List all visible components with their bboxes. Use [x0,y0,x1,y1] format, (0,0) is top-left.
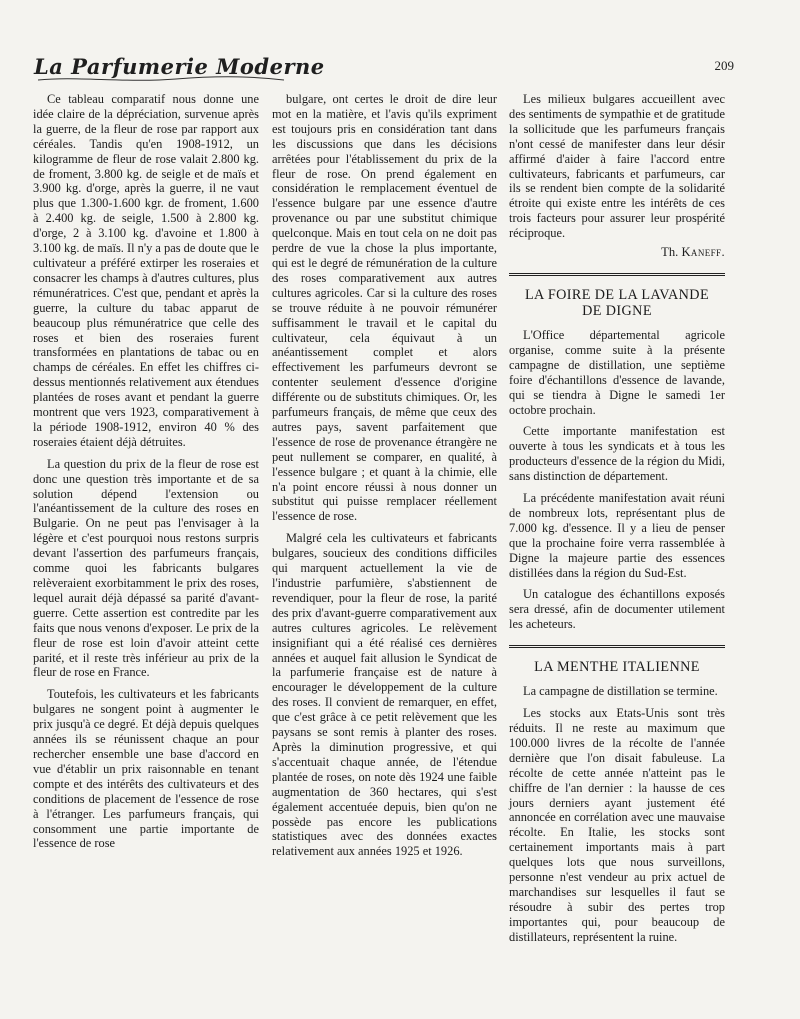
section-divider [509,645,725,648]
section-title-menthe [509,659,725,675]
section-title-line: DE DIGNE [582,302,652,319]
signature-initial: Th. [661,245,679,260]
masthead-flourish [36,74,286,84]
article-paragraph: Un catalogue des échantillons exposés sera dressé, afin de documenter utilement les acheteurs. [509,587,725,632]
column-1 [33,92,259,851]
section-title-line: LA MENTHE ITALIENNE [534,659,700,676]
author-signature [509,245,725,260]
page-header [34,50,734,90]
article-paragraph: L'Office départemental agricole organise, comme suite à la présente campagne de distillation, une septième foire d'échantillons d'essence de lavande, qui se tiendra à Digne le samedi 1er octobre prochain. [509,327,725,417]
signature-name: Kaneff. [681,245,725,260]
article-paragraph: Ce tableau comparatif nous donne une idée claire de la dépréciation, survenue après la guerre, de la fleur de rose par rapport aux céréales. Tandis qu'en 1908-1912, un kilogramme de fleur de rose valait 2.800 kg. de froment, 3.800 kg. de seigle et de maïs et 3.900 kg. d'orge, après la guerre, il ne vaut plus que 1.300-1.600 kgr. de froment, 1.600 à 2.400 kg. de seigle, 1.500 à 2.800 kg. d'orge, 2 à 3.100 kg. d'avoine et 1.800 à 3.100 kg. de maïs. Il n'y a pas de doute que le cultivateur a préféré extirper les roseraies et consacrer les champs à d'autres cultures, plus rémunératrices. C'est que, pendant et après la guerre, la culture du tabac apparut de beaucoup plus rémunératrice que celle des roses et bien des roseraies furent transformées en plantations de tabac ou en champs de céréales. En effet les chiffres ci-dessus mentionnés relativement aux étendues plantées de roses avant et pendant la guerre montrent que vers 1923, comparativement à la période 1908-1912, environ 40 % des roseraies étaient déjà détruites. [33,92,259,449]
article-paragraph: bulgare, ont certes le droit de dire leur mot en la matière, et l'avis qu'ils expriment est toujours pris en considération tant dans les discussions que dans les décisions arrêtées pour l'établissement du prix de la fleur de rose. On prend également en considération le remplacement éventuel de l'essence bulgare par une essence d'autre provenance ou par une substitut chimique quelconque. Mais en tout cela on ne doit pas perdre de vue la chose la plus importante, qui est le degré de rémunération de la culture des roses comparativement aux autres cultures agricoles. Car si la culture des roses se trouve réduite à ne pouvoir rémunérer suffisamment le travail et le capital du cultivateur, cela équivaut à un anéantissement complet et alors effectivement les parfumeurs devront se contenter seulement d'essence d'origine différente ou de substituts chimiques. Or, les parfumeurs français, de même que ceux des autres pays, savent parfaitement que l'essence de rose de provenance étrangère ne peut nullement se comparer, en qualité, à l'essence bulgare ; et quant à la chimie, elle n'a point encore réussi à nous donner un substitut qui puisse remplacer réellement l'essence de rose. [272,92,497,524]
article-paragraph: Toutefois, les cultivateurs et les fabricants bulgares ne songent point à augmenter le prix jusqu'à ce degré. Et déjà depuis quelques années ils se réunissent chaque an pour rechercher ensemble une base d'accord en vue d'établir un prix raisonnable en tenant compte et des intérêts des cultivateurs et des conditions de placement de l'essence de rose à l'étranger. Les parfumeurs français, qui consomment une partie importante de l'essence de rose [33,687,259,851]
column-3 [509,92,725,945]
section-title-lavande [509,287,725,319]
page-number: 209 [714,58,734,73]
article-paragraph: La question du prix de la fleur de rose est donc une question très importante et de sa solution dépend l'extension ou l'anéantissement de la culture des roses en Bulgarie. On ne peut pas l'envisager à la légère et c'est pourquoi nous restons surpris devant l'assertion des parfumeurs français, comme quoi les fabricants bulgares relèveraient exorbitamment le prix des roses, lequel aurait déjà dépassé sa parité d'avant-guerre. Cette assertion est contredite par les faits que nous venons d'exposer. Le prix de la fleur de rose est loin d'avoir atteint cette parité, et il reste très inférieur au prix de la fleur de rose en France. [33,456,259,680]
article-paragraph: Les milieux bulgares accueillent avec des sentiments de sympathie et de gratitude la sollicitude que les parfumeurs français n'ont cessé de manifester dans leur désir affirmé d'aider à faire l'accord entre cultivateurs, fabricants et parfumeurs, car ils se rendent bien compte de la solidarité étroite qui existe entre les intérêts de ces trois facteurs pour assurer leur prospérité réciproque. [509,92,725,241]
column-2 [272,92,497,859]
article-paragraph: La campagne de distillation se termine. [523,684,718,699]
section-divider [509,273,725,276]
article-paragraph: Malgré cela les cultivateurs et fabricants bulgares, soucieux des conditions difficiles qui marquent actuellement la vie de l'industrie parfumière, s'abstiennent de revendiquer, pour la fleur de rose, la parité des prix d'avant-guerre comparativement aux autres cultures agricoles. Le relèvement insignifiant qui a été réalisé ces dernières années et auquel fait allusion le Syndicat de la parfumerie française est de nature à encourager le développement de la culture des roses. Il convient de remarquer, en effet, que c'est grâce à ce petit relèvement que les paysans se sont remis à planter des roses. Après la diminution progressive, et qui s'accentuait chaque année, de l'étendue plantée de roses, on note dès 1924 une faible augmentation de 360 hectares, qui s'est également accentuée depuis, bien qu'on ne possède pas encore les publications statistiques avec des données exactes relativement aux années 1925 et 1926. [272,531,497,859]
section-title-line: LA FOIRE DE LA LAVANDE [524,286,710,303]
masthead-title: La Parfumerie Moderne [34,54,325,79]
article-paragraph: La précédente manifestation avait réuni de nombreux lots, représentant plus de 7.000 kg. d'essence. Il y a lieu de penser que la prochaine foire verra rassemblée à Digne la majeure partie des essences distillées dans la région du Sud-Est. [509,491,725,580]
article-paragraph: Cette importante manifestation est ouverte à tous les syndicats et à tous les producteurs d'essence de la région du Midi, sans distinction de département. [509,424,725,484]
article-paragraph: Les stocks aux Etats-Unis sont très réduits. Il ne reste au maximum que 100.000 livres de la récolte de l'année dernière que l'on disait fabuleuse. La récolte de cette année n'atteint pas le chiffre de l'an dernier : la hausse de ces jours derniers ayant justement été annoncée en corrélation avec une mauvaise récolte. En Italie, les stocks sont certainement importants mais à part quelques lots que nous surveillons, personne n'est vendeur au prix actuel de marchandises sur lesquelles il faut se résoudre à subir des pertes trop importantes qui, pour beaucoup de distillateurs, représentent la ruine. [509,706,725,944]
